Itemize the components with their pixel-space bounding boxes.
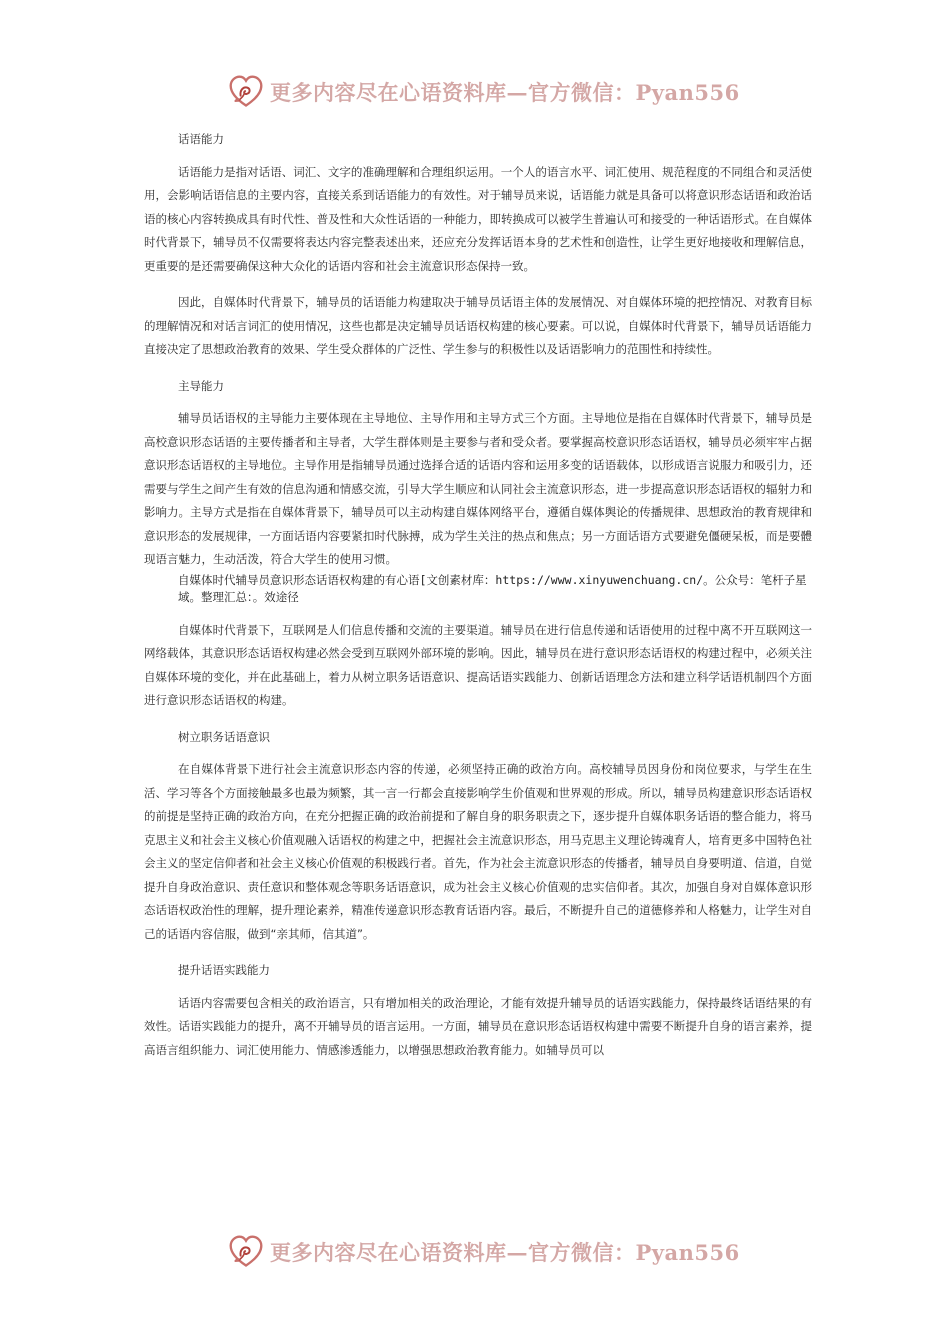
paragraph-job-awareness: 在自媒体背景下进行社会主流意识形态内容的传递，必须坚持正确的政治方向。高校辅导员因身份和岗位要求，与学生在生活、学习等各个方面接触最多也最为频繁，其一言一行都会直接影响学生价值观和世界观的形成。所以，辅导员构建意识形态话语权的前提是坚持正确的政治方向，在充分把握正确的政治前提和了解自身的职务职责之下，逐步提升自媒体职务话语的整合能力，将马克思主义和社会主义核心价值观融入话语权的构建之中，把握社会主流意识形态，用马克思主义理论铸魂育人，培育更多中国特色社会主义的坚定信仰者和社会主义核心价值观的积极践行者。首先，作为社会主流意识形态的传播者，辅导员自身要明道、信道，自觉提升自身政治意识、责任意识和整体观念等职务话语意识，成为社会主义核心价值观的忠实信仰者。其次，加强自身对自媒体意识形态话语权政治性的理解，提升理论素养，精准传递意识形态教育话语内容。最后，不断提升自己的道德修养和人格魅力，让学生对自己的话语内容信服，做到“亲其师，信其道”。 (144, 762, 812, 941)
header-banner-text: 更多内容尽在心语资料库—官方微信：Pyan556 (270, 80, 740, 105)
section-heading-practice-ability: 提升话语实践能力 (178, 963, 270, 977)
footer-banner-text: 更多内容尽在心语资料库—官方微信：Pyan556 (270, 1240, 740, 1265)
article-body (144, 128, 812, 1062)
paragraph-internet-context: 自媒体时代背景下，互联网是人们信息传播和交流的主要渠道。辅导员在进行信息传递和话语使用的过程中离不开互联网这一网络载体，其意识形态话语权构建必然会受到互联网外部环境的影响。因此，辅导员在进行意识形态话语权的构建过程中，必须关注自媒体环境的变化，并在此基础上，着力从树立职务话语意识、提高话语实践能力、创新话语理念方法和建立科学话语机制四个方面进行意识形态话语权的构建。 (144, 622, 812, 707)
paragraph-leading-ability: 辅导员话语权的主导能力主要体现在主导地位、主导作用和主导方式三个方面。主导地位是指在自媒体时代背景下，辅导员是高校意识形态话语的主要传播者和主导者，大学生群体则是主要参与者和受众者。要掌握高校意识形态话语权，辅导员必须牢牢占据意识形态话语权的主导地位。主导作用是指辅导员通过选择合适的话语内容和运用多变的话语载体，以形成语言说服力和吸引力，还需要与学生之间产生有效的信息沟通和情感交流，引导大学生顺应和认同社会主流意识形态，进一步提高意识形态话语权的辐射力和影响力。主导方式是指在自媒体背景下，辅导员可以主动构建自媒体网络平台，遵循自媒体舆论的传播规律、思想政治的教育规律和意识形态的发展规律，一方面话语内容要紧扣时代脉搏，成为学生关注的热点和焦点；另一方面话语方式要避免僵硬呆板，而是要體现语言魅力，生动活泼，符合大学生的使用习惯。 (144, 411, 812, 566)
source-attribution-line: 自媒体时代辅导员意识形态话语权构建的有心语[文创素材库：https://www.xinyuwenchuang.cn/。公众号：笔杆子星域。整理汇总：。效途径 (178, 572, 807, 604)
heart-rose-logo-icon (228, 1234, 264, 1270)
section-heading-discourse-ability: 话语能力 (178, 132, 224, 146)
header-banner (228, 72, 748, 112)
section-heading-leading-ability: 主导能力 (178, 378, 224, 393)
section-heading-job-awareness: 树立职务话语意识 (178, 729, 270, 744)
heart-rose-logo-icon (228, 74, 264, 110)
paragraph-practice-ability: 话语内容需要包含相关的政治语言，只有增加相关的政治理论，才能有效提升辅导员的话语实践能力，保持最终话语结果的有效性。话语实践能力的提升，离不开辅导员的语言运用。一方面，辅导员在意识形态话语权构建中需要不断提升自身的语言素养，提高语言组织能力、词汇使用能力、情感渗透能力，以增强思想政治教育能力。如辅导员可以 (144, 995, 812, 1057)
paragraph-discourse-ability-definition: 话语能力是指对话语、词汇、文字的准确理解和合理组织运用。一个人的语言水平、词汇使用、规范程度的不同组合和灵活使用，会影响话语信息的主要内容，直接关系到话语能力的有效性。对于辅导员来说，话语能力就是具备可以将意识形态话语和政治话语的核心内容转换成具有时代性、普及性和大众性话语的一种能力，即转换成可以被学生普遍认可和接受的一种话语形式。在自媒体时代背景下，辅导员不仅需要将表达内容完整表述出来，还应充分发挥话语本身的艺术性和创造性，让学生更好地接收和理解信息，更重要的是还需要确保这种大众化的话语内容和社会主流意识形态保持一致。 (144, 164, 812, 273)
footer-banner (228, 1232, 748, 1272)
paragraph-discourse-ability-factors: 因此，自媒体时代背景下，辅导员的话语能力构建取决于辅导员话语主体的发展情况、对自媒体环境的把控情况、对教育目标的理解情况和对话言词汇的使用情况，这些也都是决定辅导员话语权构建的核心要素。可以说，自媒体时代背景下，辅导员话语能力直接决定了思想政治教育的效果、学生受众群体的广泛性、学生参与的积极性以及话语影响力的范围性和持续性。 (144, 295, 812, 356)
